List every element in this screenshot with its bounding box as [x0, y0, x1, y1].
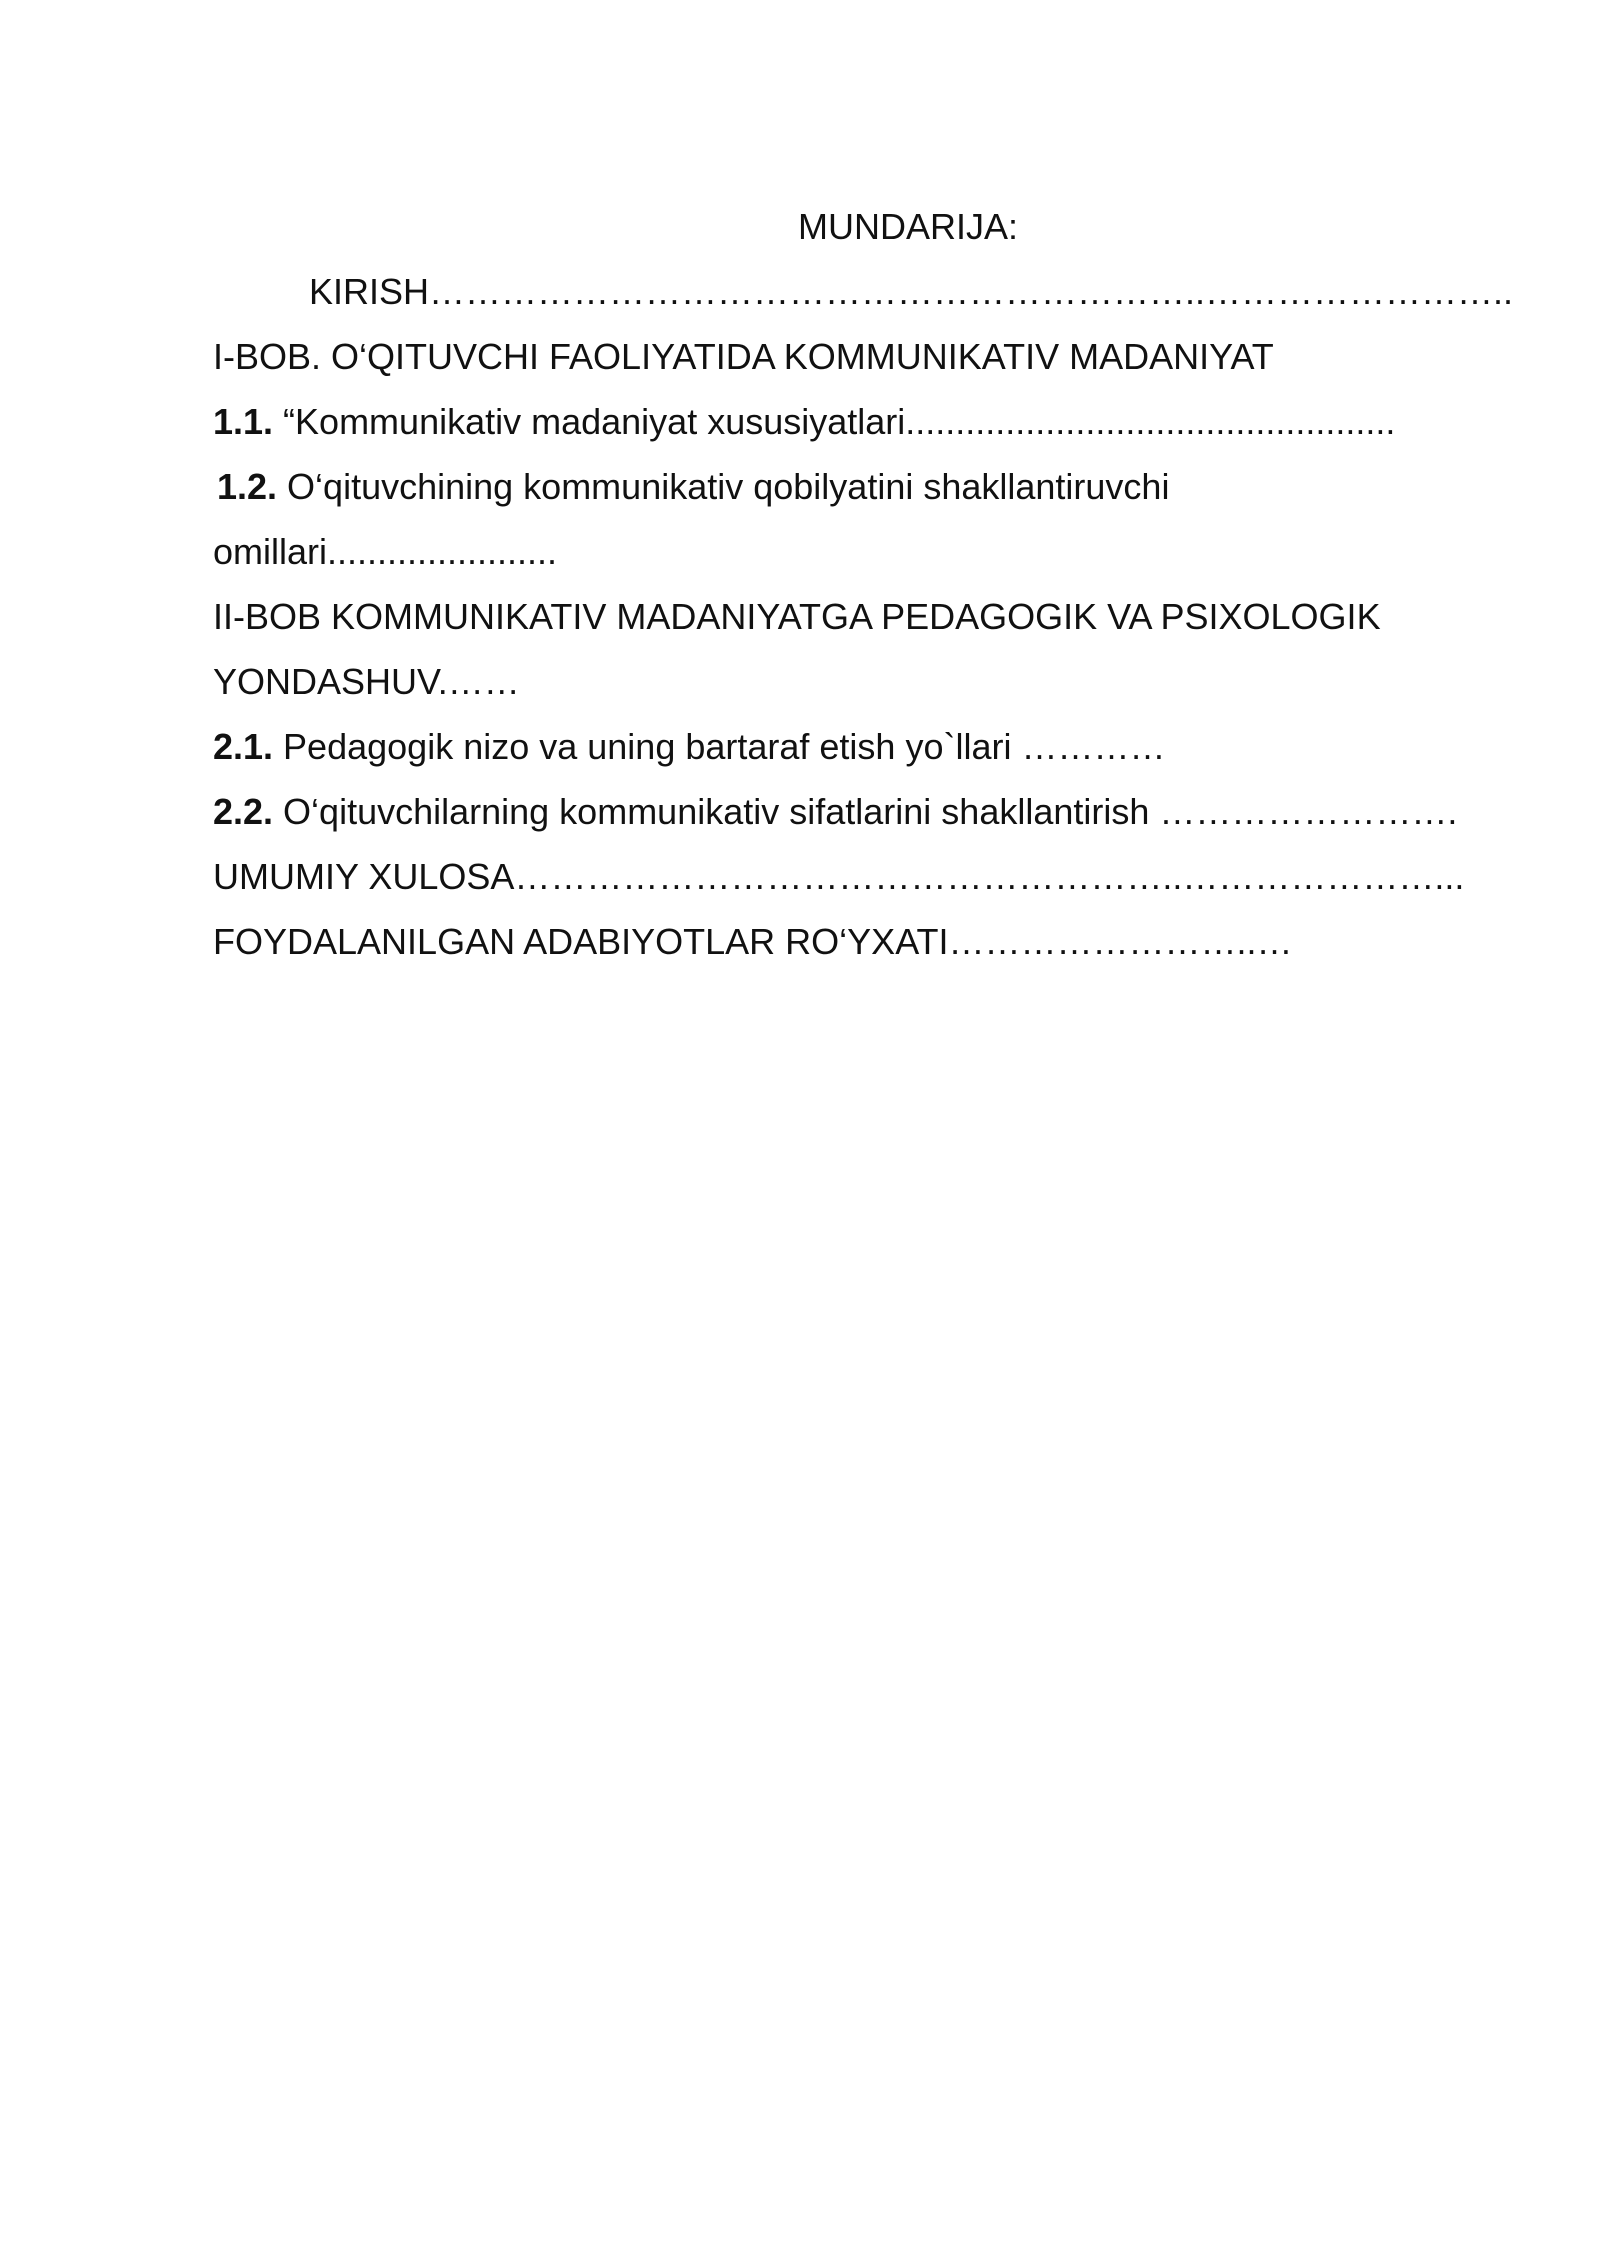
toc-entry-chapter-2	[213, 593, 1381, 641]
toc-entry-text: YONDASHUV.……	[213, 661, 520, 702]
toc-entry-number: 1.2.	[217, 466, 278, 507]
toc-entry-2-1	[213, 723, 1165, 771]
toc-entry-references	[213, 918, 1293, 966]
toc-entry-2-2	[213, 788, 1457, 836]
toc-entry-1-2	[217, 463, 1169, 511]
toc-entry-text: KIRISH………………………………………………………..……………………..	[309, 271, 1514, 312]
toc-entry-text: UMUMIY XULOSA………………………………………………..…………………...	[213, 856, 1465, 897]
toc-entry-1-2-continued	[213, 528, 557, 576]
toc-entry-text: O‘qituvchilarning kommunikativ sifatlarini shakllantirish …………………….	[273, 791, 1458, 832]
toc-entry-conclusion	[213, 853, 1464, 901]
toc-entry-text: Pedagogik nizo va uning bartaraf etish yo`llari …………	[273, 726, 1166, 767]
toc-entry-text: II-BOB KOMMUNIKATIV MADANIYATGA PEDAGOGIK VA PSIXOLOGIK	[213, 596, 1381, 637]
toc-entry-number: 2.1.	[213, 726, 274, 767]
toc-entry-text: I-BOB. O‘QITUVCHI FAOLIYATIDA KOMMUNIKATIV MADANIYAT	[213, 336, 1274, 377]
toc-entry-text: “Kommunikativ madaniyat xususiyatlari.................................................	[273, 401, 1396, 442]
toc-entry-text: FOYDALANILGAN ADABIYOTLAR RO‘YXATI……………………..…	[213, 921, 1293, 962]
toc-entry-number: 1.1.	[213, 401, 274, 442]
toc-title: MUNDARIJA:	[798, 206, 1019, 247]
toc-entry-chapter-1	[213, 333, 1274, 381]
toc-entry-number: 2.2.	[213, 791, 274, 832]
toc-entry-text: omillari.......................	[213, 531, 558, 572]
toc-entry-kirish	[309, 268, 1513, 316]
toc-entry-chapter-2-continued	[213, 658, 520, 706]
toc-entry-text: O‘qituvchining kommunikativ qobilyatini shakllantiruvchi	[277, 466, 1170, 507]
toc-entry-1-1	[213, 398, 1395, 446]
